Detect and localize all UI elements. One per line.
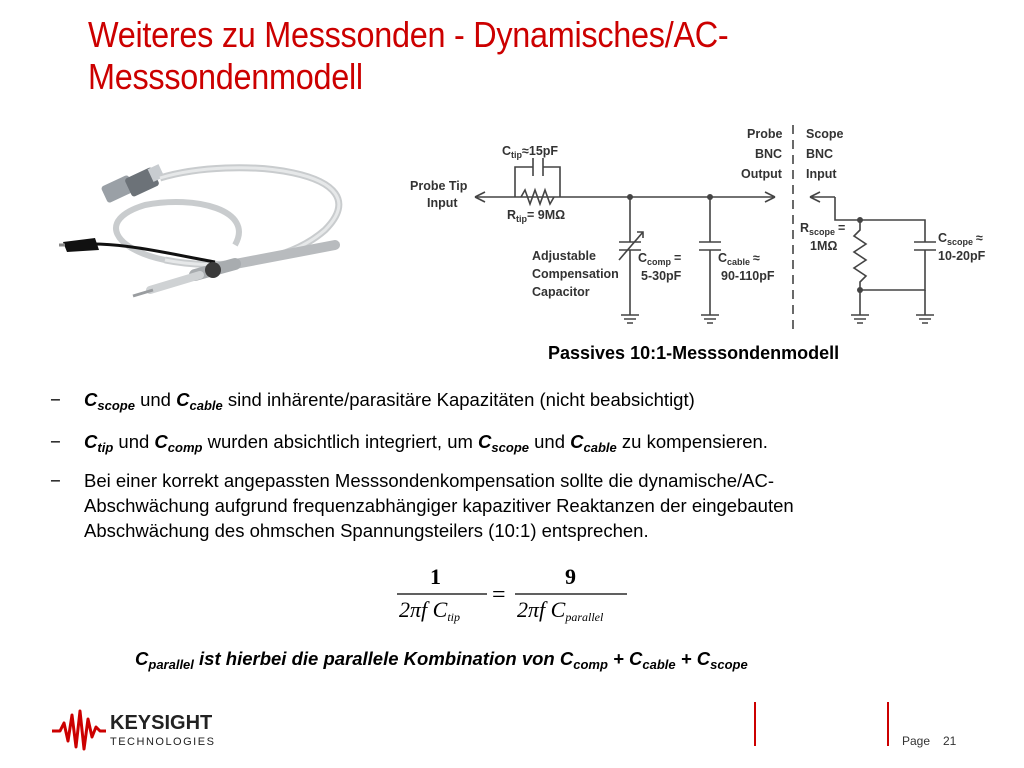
- bnc-connector: [101, 164, 165, 203]
- svg-text:2πf Ctip: [399, 597, 460, 624]
- adj-cap-label-1: Adjustable: [532, 249, 596, 263]
- bullet-3-line-3: Abschwächung des ohmschen Spannungsteilers (10:1) entsprechen.: [84, 520, 649, 541]
- svg-text:Rtip= 9MΩ: [507, 208, 565, 224]
- probe-tip-label-1: Probe Tip: [410, 179, 468, 193]
- probe-bnc-label-3: Output: [741, 167, 782, 181]
- waveform-icon: [52, 711, 106, 749]
- cscope-sub: scope: [947, 237, 974, 247]
- probe-schematic: [405, 120, 1005, 340]
- ctip-label: C: [502, 144, 512, 158]
- ccomp-sub: comp: [647, 257, 672, 267]
- ctip-capacitor: [533, 158, 543, 176]
- probe-bnc-label-1: Probe: [747, 127, 783, 141]
- equation: [395, 562, 635, 632]
- scope-bnc-label-1: Scope: [806, 127, 844, 141]
- scope-bnc-label-3: Input: [806, 167, 837, 181]
- svg-text:Ccable≈: [718, 251, 760, 267]
- svg-text:Cscope≈: [938, 231, 983, 247]
- rtip-value: = 9MΩ: [527, 208, 566, 222]
- left-denominator: 2πf C: [399, 597, 448, 622]
- left-denominator-sub: tip: [447, 610, 460, 624]
- adj-cap-label-2: Compensation: [532, 267, 619, 281]
- right-denominator-sub: parallel: [565, 610, 604, 624]
- scope-bnc-label-2: BNC: [806, 147, 834, 161]
- bullet-3-line-1: Bei einer korrekt angepassten Messsondenkompensation sollte die dynamische/AC-: [84, 470, 775, 491]
- brand-name: KEYSIGHT: [110, 712, 213, 734]
- summary-line: $C_{parallel}$ ist hierbei die parallele Kombination von $C_{comp} + C_{cable} + C_{scope}$: [135, 648, 748, 672]
- ground-clip: [63, 238, 99, 252]
- footer-divider-1: [754, 702, 756, 746]
- svg-text:Ccomp=: [638, 251, 681, 267]
- ccomp-value: 5-30pF: [641, 269, 682, 283]
- probe-photo: [55, 150, 405, 320]
- equals-sign: =: [492, 582, 506, 608]
- ctip-value: ≈15pF: [522, 144, 559, 158]
- ccable-sub: cable: [727, 257, 751, 267]
- schematic-caption: Passives 10:1-Messsondenmodell: [548, 343, 840, 363]
- ccable-eq: ≈: [753, 251, 760, 265]
- bullet-dash: −: [50, 470, 61, 491]
- rscope-eq: =: [838, 221, 846, 235]
- ccomp-label: C: [638, 251, 648, 265]
- rtip-sub: tip: [516, 214, 528, 224]
- rscope-sub: scope: [809, 227, 836, 237]
- bullet-3-line-2: Abschwächung aufgrund frequenzabhängiger kapazitiver Reaktanzen der eingebauten: [84, 495, 794, 516]
- bullet-dash: −: [50, 431, 61, 452]
- ccomp-eq: =: [674, 251, 682, 265]
- cscope-value: 10-20pF: [938, 249, 986, 263]
- page-number: 21: [943, 734, 957, 748]
- svg-text:Ctip≈15pF: [502, 144, 558, 160]
- right-denominator: 2πf C: [517, 597, 566, 622]
- page-label: Page: [902, 734, 931, 748]
- ctip-sub: tip: [511, 150, 523, 160]
- scope-input-arrow: [810, 192, 835, 202]
- ccable-value: 90-110pF: [721, 269, 775, 283]
- cscope-label: C: [938, 231, 948, 245]
- svg-text:2πf Cparallel: [517, 597, 604, 624]
- rscope-resistor: [854, 220, 866, 290]
- adj-cap-label-3: Capacitor: [532, 285, 590, 299]
- slide-title: Weiteres zu Messsonden - Dynamisches/AC-Messsondenmodell: [88, 14, 729, 97]
- probe-bnc-label-2: BNC: [755, 147, 783, 161]
- svg-text:Rscope=: [800, 221, 845, 237]
- probe-tip-label-2: Input: [427, 196, 458, 210]
- keysight-logo: [50, 705, 280, 753]
- bullet-dash: −: [50, 389, 61, 410]
- cscope-eq: ≈: [976, 231, 983, 245]
- ccable-label: C: [718, 251, 728, 265]
- rscope-label: R: [800, 221, 810, 235]
- rscope-value: 1MΩ: [810, 239, 838, 253]
- footer-divider-2: [887, 702, 889, 746]
- brand-subtitle: TECHNOLOGIES: [110, 736, 216, 748]
- rtip-label: R: [507, 208, 517, 222]
- right-numerator: 9: [565, 564, 576, 589]
- left-numerator: 1: [430, 564, 441, 589]
